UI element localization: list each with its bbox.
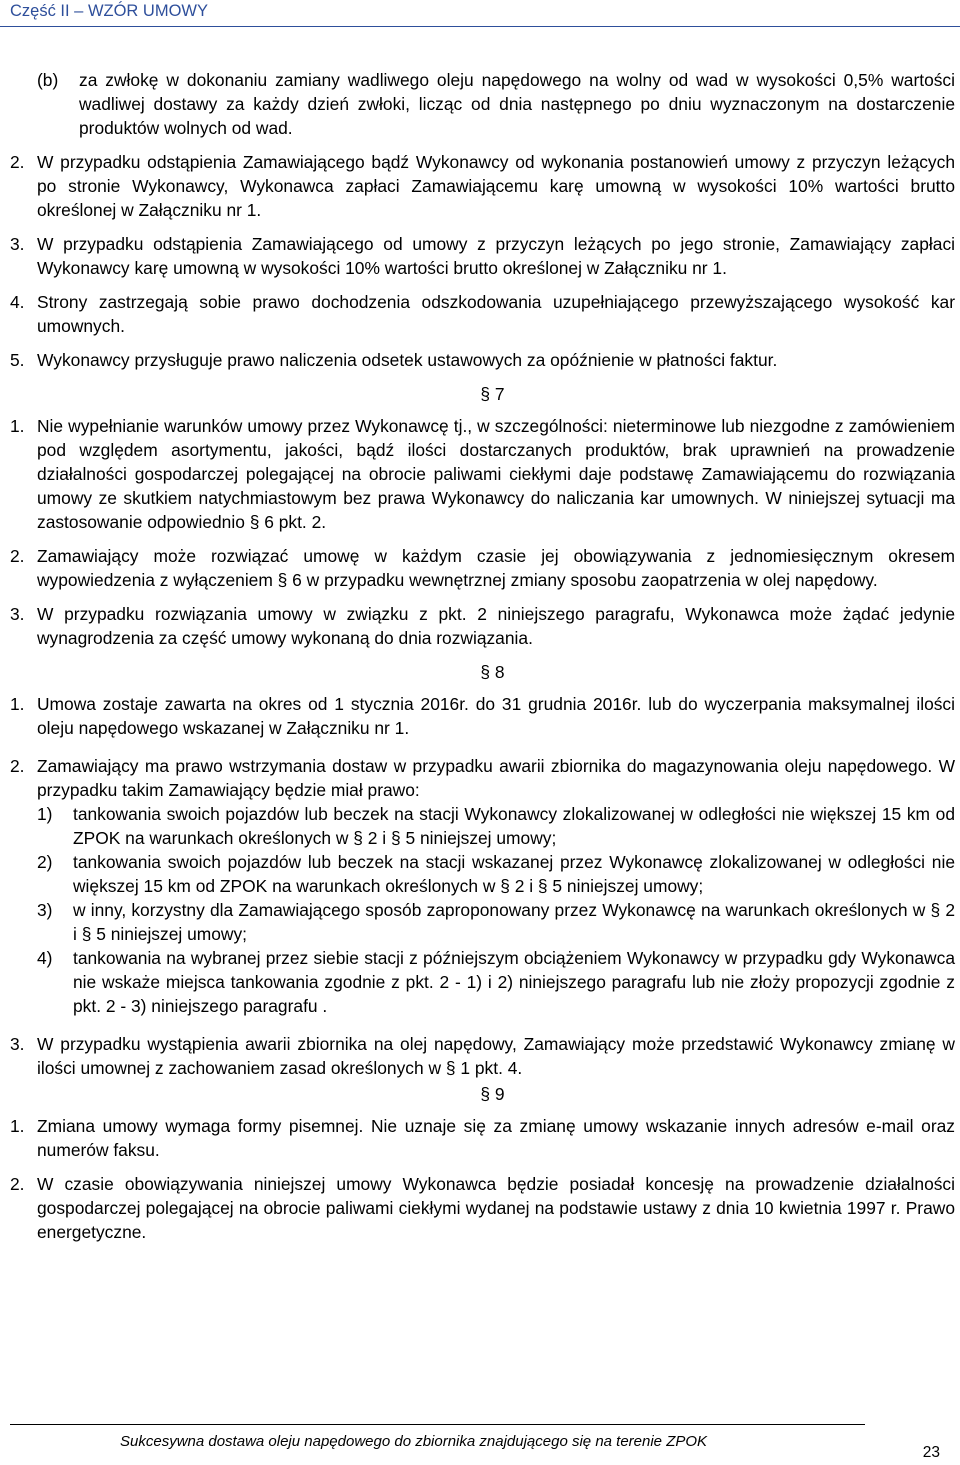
clause-text: Nie wypełnianie warunków umowy przez Wykonawcę tj., w szczególności: nieterminowe lub niezgodne z zamówieniem pod względem asortymentu, jakości, bądź ilości dostarczanych produktów, brak uprawnień na prowadzenie działalności gospodarczej polegającej na obrocie paliwami ciekłymi daje podstawę Zamawiającemu do rozwiązania umowy ze skutkiem natychmiastowym bez prawa Wykonawcy do naliczania kar umownych. W niniejszej sytuacji ma zastosowanie odpowiednio § 6 pkt. 2. xyxy=(37,416,955,532)
subclause-1 xyxy=(37,802,955,850)
clause-text: za zwłokę w dokonaniu zamiany wadliwego oleju napędowego na wolny od wad w wysokości 0,5% wartości wadliwej dostawy za każdy dzień zwłoki, licząc od dnia następnego po dniu wyznaczonym na dostarczenie produktów wolnych od wad. xyxy=(79,70,955,138)
clause-number: 2. xyxy=(10,546,25,566)
clause-text: W czasie obowiązywania niniejszej umowy Wykonawca będzie posiadał koncesję na prowadzenie działalności gospodarczej polegającej na obrocie paliwami ciekłymi wydanej na podstawie ustawy z dnia 10 kwietnia 1997 r. Prawo energetyczne. xyxy=(37,1174,955,1242)
clause-text: W przypadku wystąpienia awarii zbiornika na olej napędowy, Zamawiający może przedstawić Wykonawcy zmianę w ilości umownej z zachowaniem zasad określonych w § 1 pkt. 4. xyxy=(37,1034,955,1078)
clause-8-3 xyxy=(10,1032,955,1080)
clause-7-1 xyxy=(10,414,955,534)
footer-divider xyxy=(10,1424,865,1425)
clause-text: W przypadku odstąpienia Zamawiającego bądź Wykonawcy od wykonania postanowień umowy z przyczyn leżących po stronie Wykonawcy, Wykonawca zapłaci Zamawiającemu karę umowną w wysokości 10% wartości brutto określonej w Załączniku nr 1. xyxy=(37,152,955,220)
clause-text: Zmiana umowy wymaga formy pisemnej. Nie uznaje się za zmianę umowy wskazanie innych adresów e-mail oraz numerów faksu. xyxy=(37,1116,955,1160)
clause-8-2 xyxy=(10,754,955,802)
document-body xyxy=(10,68,955,1244)
clause-number: 2. xyxy=(10,152,25,172)
clause-number: 4. xyxy=(10,292,25,312)
clause-number: (b) xyxy=(37,70,59,90)
clause-number: 1. xyxy=(10,1116,25,1136)
clause-number: 2. xyxy=(10,1174,25,1194)
subclause-text: tankowania swoich pojazdów lub beczek na stacji wskazanej przez Wykonawcę zlokalizowanej w odległości nie większej 15 km od ZPOK na warunkach określonych w § 2 i § 5 niniejszej umowy; xyxy=(73,852,955,896)
clause-number: 1. xyxy=(10,416,25,436)
subclause-number: 4) xyxy=(37,948,53,968)
clause-text: Zamawiający może rozwiązać umowę w każdym czasie jej obowiązywania z jednomiesięcznym okresem wypowiedzenia z wyłączeniem § 6 w przypadku wewnętrznej zmiany sposobu zaopatrzenia w olej napędowy. xyxy=(37,546,955,590)
clause-text: W przypadku odstąpienia Zamawiającego od umowy z przyczyn leżących po jego stronie, Zamawiający zapłaci Wykonawcy karę umowną w wysokości 10% wartości brutto określonej w Załączniku nr 1. xyxy=(37,234,955,278)
subclause-text: tankowania swoich pojazdów lub beczek na stacji Wykonawcy zlokalizowanej w odległości nie większej 15 km od ZPOK na warunkach określonych w § 2 i § 5 niniejszej umowy; xyxy=(73,804,955,848)
page-number: 23 xyxy=(922,1444,940,1461)
clause-text: Strony zastrzegają sobie prawo dochodzenia odszkodowania uzupełniającego przewyższającego wysokość kar umownych. xyxy=(37,292,955,336)
clause-2 xyxy=(10,150,955,222)
clause-text: Umowa zostaje zawarta na okres od 1 stycznia 2016r. do 31 grudnia 2016r. lub do wyczerpania maksymalnej ilości oleju napędowego wskazanej w Załączniku nr 1. xyxy=(37,694,955,738)
clause-3 xyxy=(10,232,955,280)
clause-8-1 xyxy=(10,692,955,740)
clause-number: 2. xyxy=(10,756,25,776)
clause-text: Zamawiający ma prawo wstrzymania dostaw w przypadku awarii zbiornika do magazynowania oleju napędowego. W przypadku takim Zamawiający będzie miał prawo: xyxy=(37,756,955,800)
subclause-number: 1) xyxy=(37,804,53,824)
running-header: Część II – WZÓR UMOWY xyxy=(10,2,208,20)
clause-5 xyxy=(10,348,955,372)
subclause-number: 2) xyxy=(37,852,53,872)
subclause-3 xyxy=(37,898,955,946)
clause-9-1 xyxy=(10,1114,955,1162)
clause-7-3 xyxy=(10,602,955,650)
footer-text: Sukcesywna dostawa oleju napędowego do zbiornika znajdującego się na terenie ZPOK xyxy=(120,1433,708,1450)
clause-4 xyxy=(10,290,955,338)
clause-number: 3. xyxy=(10,234,25,254)
clause-b xyxy=(37,68,955,140)
header-divider xyxy=(0,26,960,27)
clause-text: W przypadku rozwiązania umowy w związku z pkt. 2 niniejszego paragrafu, Wykonawca może żądać jedynie wynagrodzenia za część umowy wykonaną do dnia rozwiązania. xyxy=(37,604,955,648)
section-heading-8: § 8 xyxy=(480,662,505,682)
subclause-text: tankowania na wybranej przez siebie stacji z późniejszym obciążeniem Wykonawcy w przypadku gdy Wykonawca nie wskaże miejsca tankowania zgodnie z pkt. 2 - 1) i 2) niniejszego paragrafu lub nie złoży propozycji zgodnie z pkt. 2 - 3) niniejszego paragrafu . xyxy=(73,948,955,1016)
clause-number: 1. xyxy=(10,694,25,714)
subclause-text: w inny, korzystny dla Zamawiającego sposób zaproponowany przez Wykonawcę na warunkach określonych w § 2 i § 5 niniejszej umowy; xyxy=(73,900,955,944)
subclause-number: 3) xyxy=(37,900,53,920)
clause-7-2 xyxy=(10,544,955,592)
clause-number: 3. xyxy=(10,1034,25,1054)
section-heading-9: § 9 xyxy=(480,1084,505,1104)
clause-9-2 xyxy=(10,1172,955,1244)
section-heading-7: § 7 xyxy=(480,384,505,404)
clause-text: Wykonawcy przysługuje prawo naliczenia odsetek ustawowych za opóźnienie w płatności faktur. xyxy=(37,350,778,370)
subclause-2 xyxy=(37,850,955,898)
subclause-4 xyxy=(37,946,955,1018)
clause-number: 5. xyxy=(10,350,25,370)
clause-number: 3. xyxy=(10,604,25,624)
